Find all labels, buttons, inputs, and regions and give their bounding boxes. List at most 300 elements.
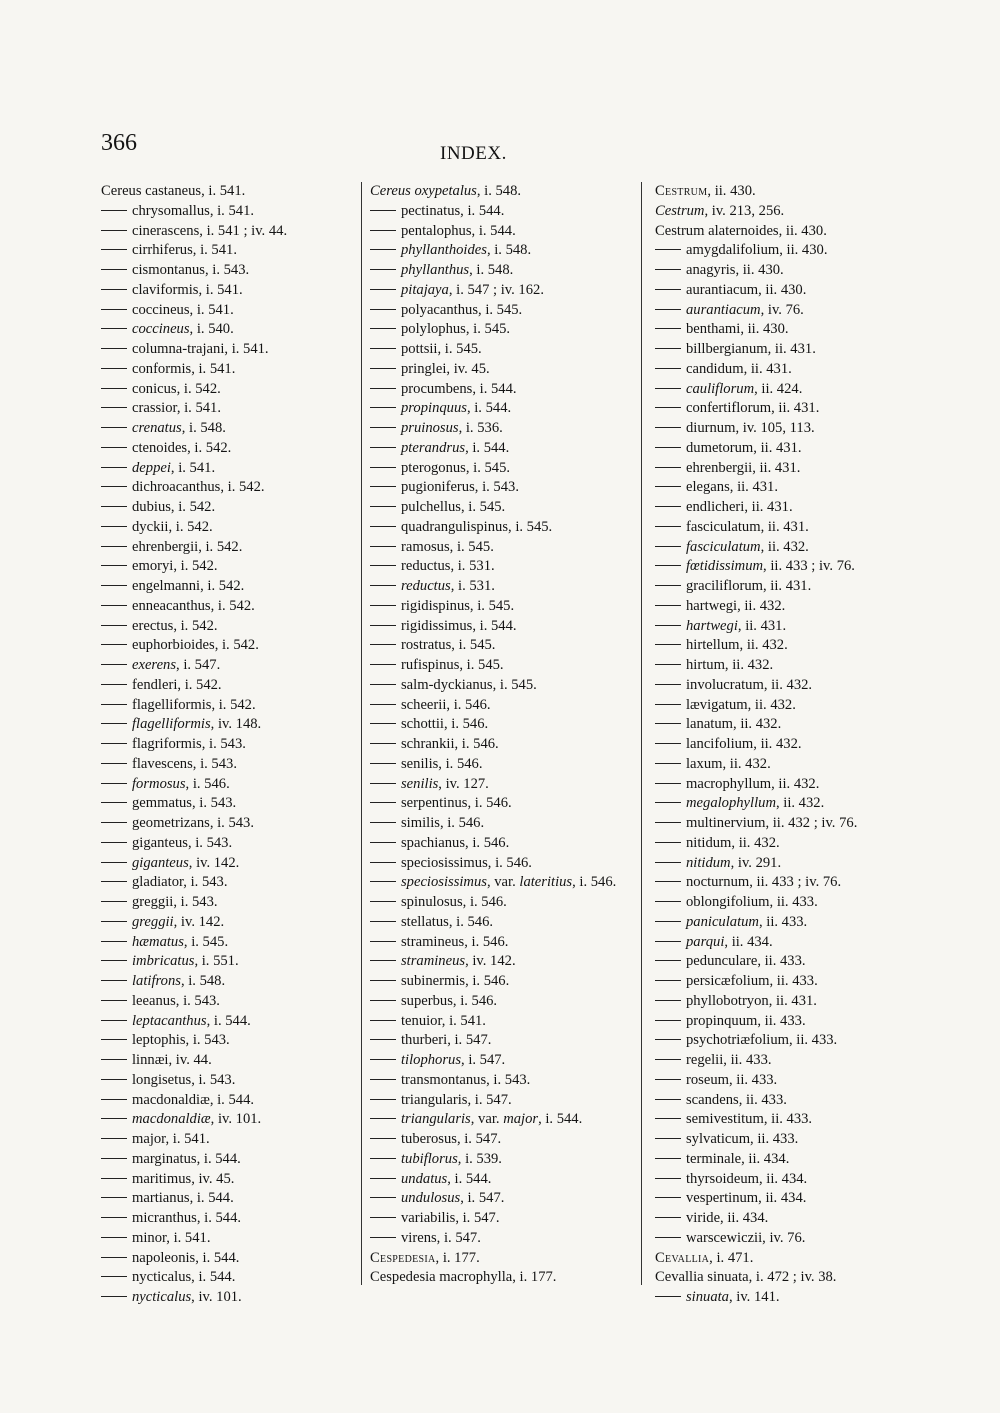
index-entry — [370, 340, 632, 360]
entry-name: dubius — [132, 499, 171, 515]
entry-name: leptacanthus — [132, 1012, 207, 1029]
ditto-dash — [655, 704, 681, 705]
index-entry — [370, 222, 632, 242]
entry-reference: , i. 541. — [224, 341, 269, 357]
index-entry — [655, 1110, 895, 1130]
index-entry — [370, 1110, 632, 1130]
ditto-dash — [370, 486, 396, 487]
ditto-dash — [101, 447, 127, 448]
ditto-dash — [101, 506, 127, 507]
ditto-dash — [370, 862, 396, 863]
entry-name: crenatus — [132, 420, 182, 436]
entry-name: speciosissimus — [401, 854, 488, 871]
ditto-dash — [655, 960, 681, 961]
entry-reference: , i. 543. — [486, 1071, 531, 1088]
entry-reference: , iv. 105, 113. — [735, 420, 815, 436]
entry-reference: , iv. 45. — [191, 1170, 235, 1187]
index-entry — [370, 419, 632, 439]
ditto-dash — [101, 763, 127, 764]
entry-name: flagelliformis — [132, 696, 212, 713]
entry-reference: , ii. 430. — [758, 281, 807, 298]
entry-reference: , ii. 432. — [722, 755, 771, 772]
entry-name: schrankii — [401, 736, 455, 752]
entry-name: anagyris — [686, 262, 736, 278]
entry-name: aurantiacum — [686, 301, 761, 318]
entry-name: senilis — [401, 775, 439, 792]
ditto-dash — [370, 980, 396, 981]
entry-reference: , iv. 291. — [730, 854, 782, 871]
entry-name: thurberi — [401, 1032, 448, 1049]
index-entry — [370, 735, 632, 755]
index-entry — [101, 913, 351, 933]
index-entry — [655, 1268, 895, 1288]
ditto-dash — [655, 605, 681, 606]
entry-reference: , i. 543. — [175, 992, 220, 1009]
ditto-dash — [101, 723, 127, 724]
entry-reference: , ii. 432. — [737, 597, 786, 614]
entry-reference: , i. 545. — [459, 657, 504, 673]
ditto-dash — [370, 309, 396, 310]
entry-reference: , ii. 433. — [757, 1012, 806, 1029]
entry-reference: , i. 541. — [176, 400, 221, 417]
entry-name: crassior — [132, 400, 177, 417]
ditto-dash — [101, 862, 127, 863]
entry-reference: , i. 546. — [462, 894, 507, 910]
entry-name: conicus — [132, 380, 177, 397]
entry-reference: , i. 542. — [220, 479, 265, 496]
entry-reference: , i. 547. — [460, 1190, 505, 1207]
index-entry — [655, 459, 895, 479]
ditto-dash — [101, 407, 127, 408]
entry-name: ehrenbergii — [686, 459, 753, 476]
entry-reference: , i. 544. — [472, 617, 517, 634]
entry-reference: , i. 471. — [709, 1249, 754, 1266]
index-entry — [101, 439, 351, 459]
entry-name: propinquum — [686, 1012, 758, 1029]
index-entry — [101, 636, 351, 656]
index-entry — [655, 636, 895, 656]
index-entry — [101, 656, 351, 676]
entry-reference: , i. 541. — [165, 1131, 210, 1147]
entry-name: vespertinum — [686, 1190, 759, 1207]
index-column-1 — [101, 182, 351, 1308]
index-entry — [655, 1249, 895, 1269]
entry-reference: , i. 542. — [214, 637, 259, 654]
ditto-dash — [370, 546, 396, 547]
index-entry — [655, 1051, 895, 1071]
entry-name: stellatus — [401, 913, 449, 930]
ditto-dash — [101, 1059, 127, 1060]
entry-reference: , i. 539. — [457, 1150, 502, 1167]
ditto-dash — [101, 1118, 127, 1119]
ditto-dash — [655, 348, 681, 349]
index-entry — [370, 261, 632, 281]
ditto-dash — [655, 723, 681, 724]
index-entry — [101, 301, 351, 321]
entry-reference: , i. 177. — [435, 1249, 480, 1266]
entry-reference: , iv. 127. — [438, 775, 489, 792]
ditto-dash — [370, 901, 396, 902]
entry-name: macrophyllum — [686, 775, 772, 792]
entry-name: pedunculare — [686, 953, 758, 970]
ditto-dash — [655, 1059, 681, 1060]
entry-reference: , ii. 432. — [760, 538, 809, 555]
ditto-dash — [655, 644, 681, 645]
ditto-dash — [370, 210, 396, 211]
ditto-dash — [370, 1138, 396, 1139]
ditto-dash — [370, 1237, 396, 1238]
index-entry — [655, 972, 895, 992]
entry-reference: , iv. 148. — [210, 716, 262, 733]
index-entry — [655, 913, 895, 933]
ditto-dash — [101, 526, 127, 527]
index-entry — [655, 933, 895, 953]
ditto-dash — [655, 585, 681, 586]
index-entry — [101, 478, 351, 498]
index-entry — [370, 478, 632, 498]
entry-reference: , iv. 142. — [465, 953, 516, 970]
ditto-dash — [370, 1099, 396, 1100]
entry-reference: , ii. 433. — [723, 1052, 772, 1068]
ditto-dash — [370, 269, 396, 270]
ditto-dash — [655, 1118, 681, 1119]
index-entry — [655, 775, 895, 795]
entry-name: undatus — [401, 1170, 448, 1187]
entry-name: stramineus — [401, 933, 465, 950]
entry-name: coccineus — [132, 301, 190, 318]
entry-reference: , i. 543. — [474, 479, 519, 496]
ditto-dash — [370, 802, 396, 803]
index-entry — [655, 399, 895, 419]
entry-name: Cespedesia — [370, 1249, 436, 1266]
entry-reference: , i. 544. — [447, 1170, 492, 1187]
index-entry — [101, 1288, 351, 1308]
entry-name: fendleri — [132, 676, 178, 693]
index-entry — [655, 1130, 895, 1150]
entry-name: diurnum — [686, 420, 736, 436]
index-entry — [370, 933, 632, 953]
entry-name: hirtum — [686, 657, 725, 673]
index-entry — [101, 854, 351, 874]
entry-reference: , i. 536. — [458, 420, 503, 436]
entry-name: geometrizans — [132, 815, 210, 831]
index-entry — [370, 794, 632, 814]
ditto-dash — [370, 664, 396, 665]
entry-name: polylophus — [401, 321, 466, 338]
ditto-dash — [101, 980, 127, 981]
ditto-dash — [101, 921, 127, 922]
entry-reference: , ii. 431. — [767, 341, 816, 357]
entry-name: Cestrum — [655, 202, 705, 219]
index-entry — [370, 1189, 632, 1209]
entry-name: napoleonis — [132, 1249, 196, 1266]
ditto-dash — [101, 1237, 127, 1238]
entry-reference: , iv. 101. — [210, 1111, 262, 1128]
index-entry — [370, 992, 632, 1012]
ditto-dash — [101, 664, 127, 665]
entry-reference: , i. 544. — [460, 202, 505, 219]
entry-reference: , ii. 432. — [775, 795, 825, 812]
ditto-dash — [101, 585, 127, 586]
ditto-dash — [370, 644, 396, 645]
entry-reference: , i. 541. — [166, 1229, 211, 1246]
ditto-dash — [370, 328, 396, 329]
ditto-dash — [370, 822, 396, 823]
entry-reference: , i. 541. — [209, 202, 255, 219]
entry-reference: , i. 544. — [189, 1190, 234, 1207]
entry-variety: lateritius — [519, 874, 573, 891]
ditto-dash — [101, 289, 127, 290]
ditto-dash — [655, 1178, 681, 1179]
entry-reference: , i. 545. — [469, 597, 515, 614]
entry-name: major — [132, 1131, 166, 1147]
ditto-dash — [101, 1217, 127, 1218]
entry-name: pterandrus — [401, 439, 466, 456]
index-entry — [101, 597, 351, 617]
entry-name: elegans — [686, 479, 730, 496]
index-entry — [655, 241, 895, 261]
entry-reference: , i. 544. — [191, 1269, 236, 1286]
index-entry — [655, 873, 895, 893]
entry-name: emoryi — [132, 558, 174, 575]
entry-name: amygdalifolium — [686, 242, 780, 259]
index-entry — [370, 873, 632, 893]
ditto-dash — [655, 1138, 681, 1139]
entry-name: giganteus — [132, 834, 188, 851]
entry-reference: , ii. 432. — [763, 676, 813, 693]
ditto-dash — [370, 565, 396, 566]
entry-reference: , ii. 434. — [724, 933, 773, 950]
entry-name: deppei — [132, 459, 171, 476]
index-entry — [655, 577, 895, 597]
entry-reference: , ii. 432 ; iv. 76. — [765, 815, 858, 831]
entry-reference: , i. 546. — [454, 736, 499, 752]
entry-name: flagriformis — [132, 736, 202, 752]
ditto-dash — [370, 368, 396, 369]
index-entry — [101, 222, 351, 242]
entry-reference: , ii. 433. — [788, 1032, 838, 1049]
entry-name: roseum — [686, 1071, 729, 1088]
ditto-dash — [101, 684, 127, 685]
ditto-dash — [101, 309, 127, 310]
entry-reference: , i. 543. — [209, 815, 254, 831]
ditto-dash — [101, 1197, 127, 1198]
ditto-dash — [370, 1158, 396, 1159]
entry-reference: , i. 547. — [436, 1229, 481, 1246]
entry-name: parqui — [686, 933, 725, 950]
index-entry — [370, 557, 632, 577]
ditto-dash — [101, 1138, 127, 1139]
index-entry — [101, 261, 351, 281]
index-entry — [370, 676, 632, 696]
index-entry — [101, 419, 351, 439]
index-entry — [101, 202, 351, 222]
entry-name: latifrons — [132, 973, 181, 989]
entry-name: leptophis — [132, 1032, 186, 1049]
entry-name: triangularis — [401, 1091, 468, 1108]
entry-name: ehrenbergii — [132, 538, 199, 555]
index-entry — [101, 1150, 351, 1170]
index-entry — [655, 222, 895, 242]
index-entry — [370, 518, 632, 538]
entry-reference: , ii. 433 ; iv. 76. — [763, 558, 855, 575]
entry-name: sylvaticum — [686, 1131, 751, 1147]
index-entry — [370, 380, 632, 400]
entry-reference: , ii. 431. — [752, 459, 801, 476]
index-entry — [655, 1031, 895, 1051]
entry-reference: , i. 546. — [446, 696, 491, 713]
index-entry — [655, 301, 895, 321]
entry-reference: , iv. 44. — [168, 1052, 212, 1068]
entry-reference: , i. 546. — [572, 874, 617, 891]
ditto-dash — [101, 427, 127, 428]
entry-reference: , ii. 432. — [753, 736, 802, 752]
entry-reference: , i. 547. — [461, 1052, 506, 1068]
index-entry — [370, 1209, 632, 1229]
index-entry — [370, 913, 632, 933]
ditto-dash — [101, 1000, 127, 1001]
index-entry — [655, 1229, 895, 1249]
entry-name: psychotriæfolium — [686, 1032, 789, 1049]
entry-name: speciosissimus — [401, 874, 487, 891]
column-divider — [641, 182, 642, 1285]
ditto-dash — [101, 881, 127, 882]
index-entry — [101, 459, 351, 479]
entry-name: reductus — [401, 578, 451, 594]
index-entry — [370, 399, 632, 419]
ditto-dash — [370, 526, 396, 527]
index-entry — [370, 538, 632, 558]
index-entry — [655, 854, 895, 874]
index-entry — [655, 478, 895, 498]
index-entry — [655, 360, 895, 380]
ditto-dash — [655, 328, 681, 329]
ditto-dash — [370, 625, 396, 626]
index-entry — [370, 972, 632, 992]
entry-name: rostratus — [401, 637, 452, 654]
index-entry — [370, 301, 632, 321]
ditto-dash — [101, 960, 127, 961]
ditto-dash — [370, 249, 396, 250]
index-entry — [655, 281, 895, 301]
ditto-dash — [370, 881, 396, 882]
entry-name: fasciculatum — [686, 538, 761, 555]
index-entry — [655, 340, 895, 360]
ditto-dash — [655, 1079, 681, 1080]
ditto-dash — [101, 388, 127, 389]
entry-reference: , ii. 431. — [744, 499, 793, 515]
index-entry — [370, 952, 632, 972]
ditto-dash — [101, 743, 127, 744]
entry-name: gemmatus — [132, 795, 192, 812]
ditto-dash — [655, 881, 681, 882]
entry-reference: , i. 545. — [183, 933, 229, 950]
entry-name: marginatus — [132, 1150, 197, 1167]
index-entry — [101, 182, 351, 202]
ditto-dash — [655, 842, 681, 843]
ditto-dash — [101, 644, 127, 645]
ditto-dash — [370, 585, 396, 586]
index-entry — [101, 834, 351, 854]
entry-name: formosus — [132, 775, 186, 792]
index-entry — [101, 676, 351, 696]
entry-name: dyckii — [132, 518, 169, 535]
entry-name: longisetus — [132, 1071, 192, 1088]
ditto-dash — [655, 862, 681, 863]
index-entry — [101, 952, 351, 972]
entry-name: hæmatus — [132, 933, 184, 950]
index-entry — [101, 577, 351, 597]
index-entry — [655, 992, 895, 1012]
entry-reference: , ii. 432. — [733, 716, 782, 733]
entry-reference: , i. 543. — [204, 262, 250, 278]
ditto-dash — [370, 1079, 396, 1080]
index-entry — [101, 360, 351, 380]
entry-reference: , ii. 433. — [738, 1091, 787, 1108]
entry-name: dichroacanthus — [132, 479, 221, 496]
index-entry — [370, 636, 632, 656]
entry-name: graciliflorum — [686, 578, 763, 594]
entry-name: oblongifolium — [686, 894, 770, 910]
entry-reference: , ii. 434. — [720, 1210, 769, 1226]
entry-name: paniculatum — [686, 913, 759, 930]
index-entry — [655, 498, 895, 518]
index-entry — [101, 380, 351, 400]
entry-name: chrysomallus — [132, 202, 210, 219]
entry-name: imbricatus — [132, 953, 195, 970]
ditto-dash — [655, 289, 681, 290]
entry-reference: , i. 546. — [465, 973, 510, 989]
ditto-dash — [655, 1217, 681, 1218]
ditto-dash — [101, 269, 127, 270]
entry-name: endlicheri — [686, 499, 745, 515]
entry-name: fasciculatum — [686, 518, 761, 535]
entry-reference: , ii. 430. — [778, 222, 827, 239]
index-entry — [655, 794, 895, 814]
entry-reference: , i. 551. — [194, 953, 239, 970]
ditto-dash — [655, 309, 681, 310]
ditto-dash — [370, 388, 396, 389]
entry-name: stramineus — [401, 953, 466, 970]
index-entry — [101, 755, 351, 775]
entry-reference: , i. 177. — [512, 1269, 557, 1286]
entry-reference: , i. 546. — [464, 933, 509, 950]
index-entry — [101, 715, 351, 735]
entry-reference: , ii. 431. — [760, 518, 809, 535]
index-entry — [101, 399, 351, 419]
entry-name: ramosus — [401, 538, 450, 555]
ditto-dash — [655, 506, 681, 507]
entry-name: transmontanus — [401, 1071, 487, 1088]
entry-name: macdonaldiæ — [132, 1091, 210, 1108]
index-entry — [370, 1249, 632, 1269]
index-entry — [101, 992, 351, 1012]
index-entry — [101, 696, 351, 716]
ditto-dash — [655, 1000, 681, 1001]
ditto-dash — [655, 822, 681, 823]
entry-name: Cespedesia macrophylla — [370, 1269, 513, 1286]
entry-name: schottii — [401, 716, 444, 733]
entry-reference: , i. 546. — [448, 913, 494, 930]
entry-reference: , i. 544. — [206, 1012, 251, 1029]
index-entry — [101, 893, 351, 913]
entry-name: spinulosus — [401, 894, 463, 910]
entry-reference: , i. 546. — [465, 834, 510, 851]
entry-name: billbergianum — [686, 341, 768, 357]
index-entry — [101, 281, 351, 301]
index-entry — [101, 241, 351, 261]
entry-reference: , i. 545. — [449, 538, 494, 555]
